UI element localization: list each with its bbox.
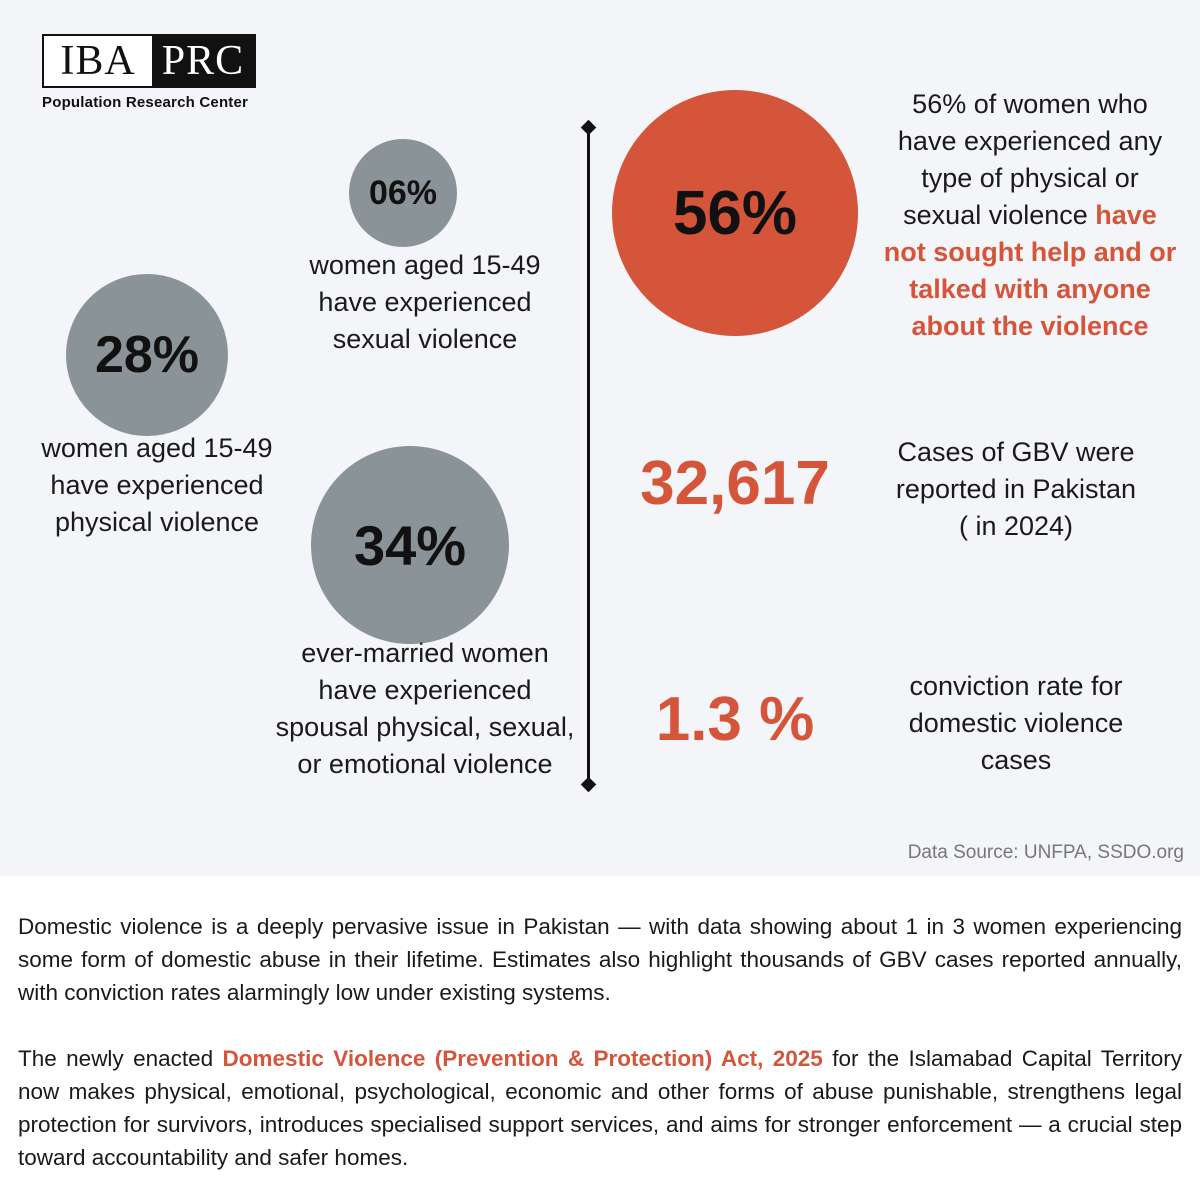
logo-subtitle: Population Research Center — [42, 94, 249, 111]
caption-line: sexual violence — [332, 324, 518, 354]
stat-caption-gbv-cases — [872, 434, 1160, 545]
caption-line: women aged 15-49 — [309, 250, 541, 280]
caption-line: have experienced — [318, 287, 532, 317]
stat-value-conviction-rate: 1.3 % — [655, 685, 815, 754]
stat-caption-sexual-violence — [275, 247, 575, 358]
caption-line: women aged 15-49 — [41, 433, 273, 463]
act-name: Domestic Violence (Prevention & Protection) Act, 2025 — [222, 1046, 823, 1071]
iba-prc-logo — [42, 34, 256, 111]
stat-value: 56% — [672, 178, 798, 248]
data-source: Data Source: UNFPA, SSDO.org — [907, 842, 1184, 863]
paragraph-act — [18, 1042, 1182, 1174]
caption-highlight: not sought help and or — [883, 237, 1177, 267]
caption-highlight: about the violence — [911, 311, 1149, 341]
caption-line: spousal physical, sexual, — [275, 712, 575, 742]
caption-line: ( in 2024) — [958, 511, 1074, 541]
stat-caption-conviction-rate — [872, 668, 1160, 779]
vertical-divider — [587, 127, 590, 785]
caption-line: Cases of GBV were — [897, 437, 1135, 467]
caption-line: have experienced — [318, 675, 532, 705]
paragraph-text: for the Islamabad Capital Territory now makes physical, emotional, psychological, economic and other forms of abuse punishable, strengthens legal protection for survivors, introduces specialised support services, and aims for stronger enforcement — a crucial step toward accountability and safer homes. — [18, 1046, 1182, 1170]
stat-caption-physical-violence — [20, 430, 294, 541]
divider-top-diamond — [581, 120, 597, 136]
stat-caption-no-help — [870, 86, 1190, 345]
caption-line: have experienced any — [897, 126, 1163, 156]
caption-line: domestic violence — [908, 708, 1124, 738]
stat-caption-spousal-violence — [255, 635, 595, 783]
stat-value: 06% — [368, 173, 438, 212]
stat-circle-sexual-violence — [349, 139, 457, 247]
caption-line: ever-married women — [301, 638, 549, 668]
caption-highlight: have — [1095, 200, 1157, 230]
stat-circle-no-help — [612, 90, 858, 336]
caption-line: conviction rate for — [909, 671, 1123, 701]
logo-prc-text: PRC — [152, 36, 254, 86]
caption-line: reported in Pakistan — [895, 474, 1137, 504]
stat-circle-spousal-violence — [311, 446, 509, 644]
caption-line-part: sexual violence — [903, 200, 1096, 230]
logo-wordmark — [42, 34, 256, 88]
caption-line: have experienced — [50, 470, 264, 500]
stat-value: 34% — [353, 513, 467, 577]
stat-circle-physical-violence — [66, 274, 228, 436]
caption-line: physical violence — [54, 507, 260, 537]
paragraph-text: The newly enacted — [18, 1046, 223, 1071]
stat-value: 28% — [94, 326, 200, 384]
caption-line: or emotional violence — [297, 749, 553, 779]
caption-line: cases — [980, 745, 1052, 775]
paragraph-intro: Domestic violence is a deeply pervasive issue in Pakistan — with data showing about 1 in 3 women experiencing some form of domestic abuse in their lifetime. Estimates also highlight thousands of GBV cases reported annually, with conviction rates alarmingly low under existing systems. — [18, 914, 1182, 1005]
caption-line: 56% of women who — [912, 89, 1148, 119]
caption-highlight: talked with anyone — [909, 274, 1151, 304]
caption-line: type of physical or — [921, 163, 1139, 193]
logo-iba-text: IBA — [44, 36, 152, 86]
caption-line — [870, 197, 1190, 234]
stat-value-gbv-cases: 32,617 — [640, 449, 830, 518]
